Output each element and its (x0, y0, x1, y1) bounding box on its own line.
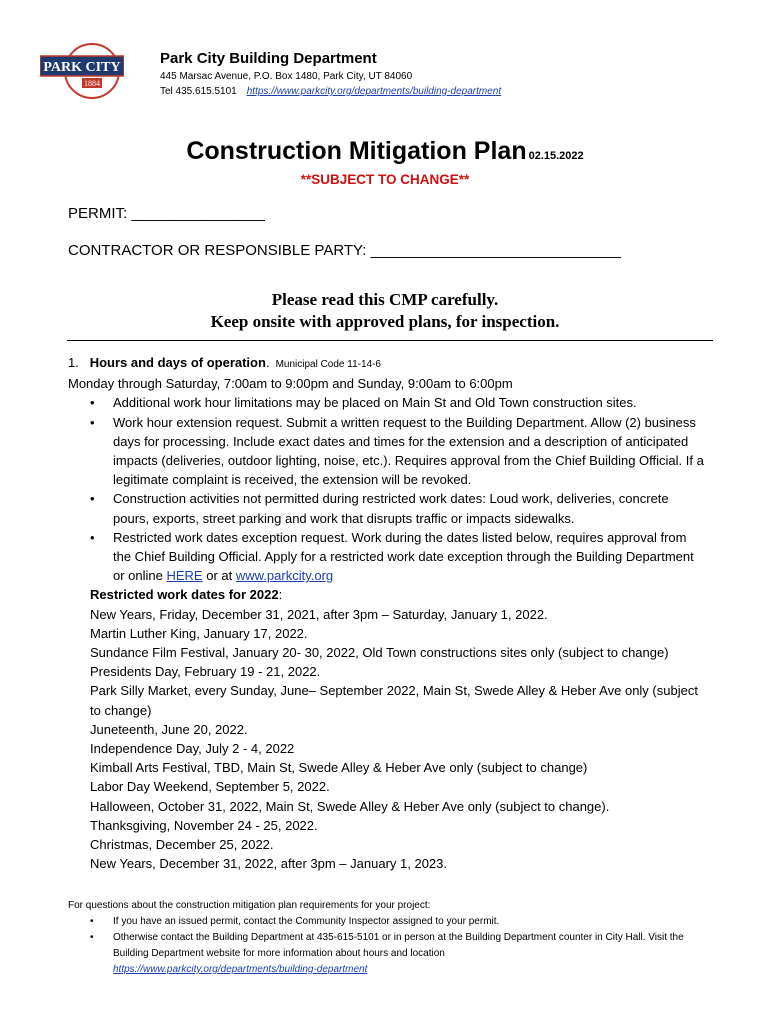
footer-contact (68, 898, 708, 978)
list-item: Presidents Day, February 19 - 21, 2022. (90, 664, 321, 680)
list-item: New Years, December 31, 2022, after 3pm – January 1, 2023. (90, 856, 447, 872)
department-address: 445 Marsac Avenue, P.O. Box 1480, Park City, UT 84060 (160, 71, 413, 82)
hours-text: Monday through Saturday, 7:00am to 9:00pm and Sunday, 9:00am to 6:00pm (68, 376, 513, 392)
permit-field: PERMIT: ________________ (68, 205, 265, 222)
title-date: 02.15.2022 (528, 150, 584, 162)
list-item: Halloween, October 31, 2022, Main St, Swede Alley & Heber Ave only (subject to change). (90, 798, 610, 814)
list-item: Christmas, December 25, 2022. (90, 837, 274, 853)
footer-bullets (68, 914, 708, 978)
list-item: Sundance Film Festival, January 20- 30, 2022, Old Town constructions sites only (subject to change) (90, 645, 669, 661)
instruction-line-2: Keep onsite with approved plans, for inspection. (210, 312, 560, 331)
park-city-logo (40, 42, 124, 100)
list-item: Juneteenth, June 20, 2022. (90, 721, 248, 737)
logo-year: 1884 (84, 79, 100, 88)
hours-bullets (68, 393, 708, 585)
instruction-notice (0, 289, 770, 333)
contractor-field: CONTRACTOR OR RESPONSIBLE PARTY: ______________________________ (68, 242, 621, 259)
list-item: Labor Day Weekend, September 5, 2022. (90, 779, 330, 795)
instruction-line-1: Please read this CMP carefully. (271, 290, 499, 309)
divider-rule (67, 340, 713, 341)
list-item (68, 930, 708, 978)
list-item: Independence Day, July 2 - 4, 2022 (90, 741, 295, 757)
restricted-heading-text: Restricted work dates for 2022 (90, 587, 279, 603)
parkcity-site-link[interactable]: www.parkcity.org (235, 568, 334, 584)
department-url-link[interactable]: https://www.parkcity.org/departments/building-department (246, 86, 502, 97)
department-phone: Tel 435.615.5101 (160, 86, 237, 97)
section-title-period: . (265, 355, 270, 370)
department-name: Park City Building Department (160, 50, 377, 67)
restricted-dates-heading (90, 585, 708, 604)
list-item: New Years, Friday, December 31, 2021, after 3pm – Saturday, January 1, 2022. (90, 606, 548, 622)
list-item: • If you have an issued permit, contact the Community Inspector assigned to your permit. (68, 914, 708, 930)
document-title (0, 137, 770, 166)
list-item (68, 528, 708, 586)
here-link[interactable]: HERE (166, 568, 203, 584)
title-text: Construction Mitigation Plan (186, 137, 527, 165)
list-item: Park Silly Market, every Sunday, June– September 2022, Main St, Swede Alley & Heber Ave only (subject to change) (90, 683, 698, 718)
section-hours (68, 353, 708, 873)
subject-to-change-note: **SUBJECT TO CHANGE** (300, 172, 470, 187)
list-item: • Work hour extension request. Submit a written request to the Building Department. Allow (2) business days for processing. Include exact dates and times for the extension and a description of anticipated impacts (deliveries, outdoor lighting, noise, etc.). Requires approval from the Chief Building Official. If a legitimate complaint is received, the extension will be revoked. (68, 413, 708, 490)
section-number: 1. (68, 355, 79, 370)
footer-bullet-text: Otherwise contact the Building Department at 435-615-5101 or in person at the Building Department counter in City Hall. Visit the Building Department website for more information about hours and location (113, 932, 684, 959)
list-item: Martin Luther King, January 17, 2022. (90, 625, 308, 641)
section-heading (68, 353, 708, 374)
restricted-heading-colon: : (278, 587, 283, 603)
municipal-code: Municipal Code 11-14-6 (275, 359, 381, 370)
list-item: Kimball Arts Festival, TBD, Main St, Swede Alley & Heber Ave only (subject to change) (90, 760, 588, 776)
list-item: Thanksgiving, November 24 - 25, 2022. (90, 817, 318, 833)
or-at-text: or at (202, 568, 236, 584)
footer-intro: For questions about the construction mitigation plan requirements for your project: (68, 900, 431, 911)
list-item: • Additional work hour limitations may be placed on Main St and Old Town construction sites. (68, 393, 708, 412)
section-title: Hours and days of operation (89, 355, 266, 370)
list-item: • Construction activities not permitted during restricted work dates: Loud work, deliveries, concrete pours, exports, street parking and work that disrupts traffic or impacts sidewalks. (68, 489, 708, 527)
department-contact (160, 86, 501, 97)
restricted-dates (90, 585, 708, 873)
footer-url-link[interactable]: https://www.parkcity.org/departments/building-department (113, 964, 368, 975)
logo-text: PARK CITY (43, 60, 121, 75)
exception-text: Restricted work dates exception request. Work during the dates listed below, requires approval from the Chief Building Official. Apply for a restricted work date exception through the Building Department or online (113, 529, 694, 584)
